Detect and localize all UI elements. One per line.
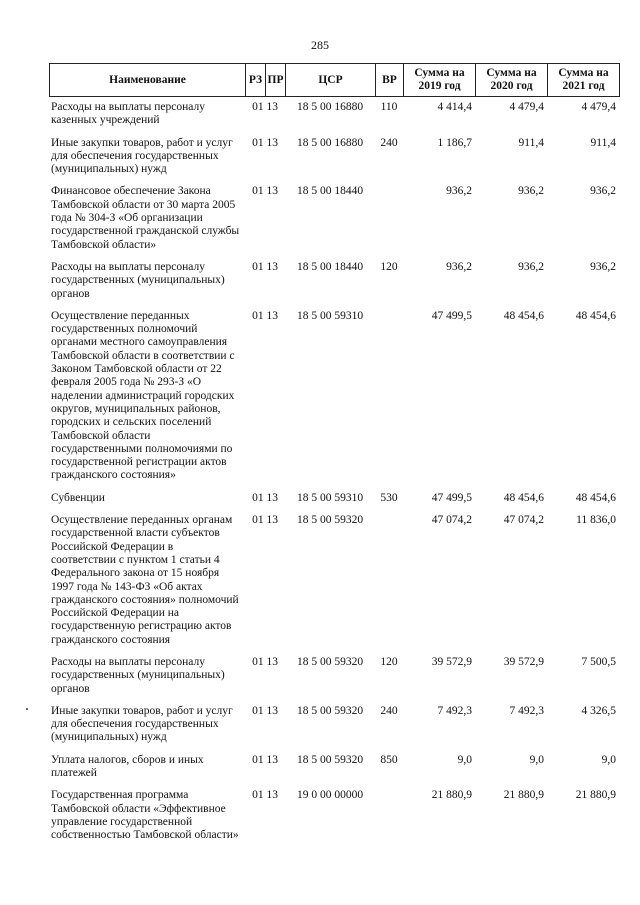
cell-sum-2021: 21 880,9 (575, 789, 616, 802)
page-number: 285 (311, 38, 329, 52)
cell-csr: 18 5 00 59310 (296, 491, 364, 504)
cell-sum-2019: 4 414,4 (437, 101, 472, 113)
table-row (49, 754, 619, 790)
table-row (49, 514, 619, 656)
cell-sum-2019: 47 499,5 (431, 491, 472, 504)
cell-sum-2021: 9,0 (601, 753, 616, 766)
cell-name: Расходы на выплаты персоналу казенных учреждений (51, 101, 205, 127)
cell-csr: 18 5 00 18440 (296, 260, 364, 273)
cell-sum-2020: 47 074,2 (503, 514, 544, 527)
table-row (49, 789, 619, 851)
cell-rz-pr (245, 492, 285, 514)
cell-vr: 850 (380, 753, 398, 766)
cell-pr: 13 (266, 185, 278, 198)
cell-rz: 01 (252, 185, 264, 198)
cell-sum-2019: 21 880,9 (431, 789, 472, 802)
cell-sum-2019: 47 499,5 (431, 309, 472, 322)
cell-sum-2021: 7 500,5 (581, 655, 616, 668)
cell-rz-pr (245, 310, 285, 492)
cell-rz: 01 (252, 260, 264, 273)
cell-sum-2019: 7 492,3 (437, 704, 472, 717)
cell-sum-2020: 936,2 (518, 260, 544, 273)
header-sum-2021: Сумма на 2021 год (548, 64, 620, 97)
cell-sum-2020: 911,4 (518, 136, 544, 149)
cell-csr: 18 5 00 59320 (296, 704, 364, 717)
cell-vr: 240 (380, 136, 398, 149)
cell-vr (375, 514, 403, 656)
cell-sum-2021: 936,2 (590, 260, 616, 273)
cell-rz-pr (245, 185, 285, 260)
cell-sum-2021: 911,4 (590, 136, 616, 149)
cell-csr: 18 5 00 59320 (296, 655, 364, 668)
cell-name: Осуществление переданных государственных полномочий органами местного самоуправления Тамбовской области в соответствии с Законом Тамбовской области от 22 февраля 2005 года № 293-З «О наделении администраций городских округов, муниципальных районов, городских и сельских поселений Тамбовской области государственными полномочиями по государственной регистрации актов гражданского состояния» (51, 309, 235, 482)
cell-sum-2019: 936,2 (446, 185, 472, 198)
cell-csr: 18 5 00 59320 (296, 514, 364, 527)
cell-rz: 01 (252, 309, 264, 322)
header-sum-2020: Сумма на 2020 год (476, 64, 548, 97)
cell-sum-2020: 48 454,6 (503, 309, 544, 322)
cell-sum-2020: 936,2 (518, 185, 544, 198)
cell-rz-pr (245, 101, 285, 137)
cell-name: Субвенции (51, 491, 105, 504)
cell-csr: 18 5 00 16880 (296, 136, 364, 149)
table-header (49, 63, 620, 97)
cell-rz: 01 (252, 704, 264, 717)
cell-vr: 110 (380, 101, 398, 113)
cell-name: Государственная программа Тамбовской области «Эффективное управление государственной собственностью Тамбовской области» (51, 789, 239, 842)
cell-sum-2021: 48 454,6 (575, 491, 616, 504)
cell-rz-pr (245, 261, 285, 310)
cell-sum-2021: 4 326,5 (581, 704, 616, 717)
cell-sum-2020: 21 880,9 (503, 789, 544, 802)
cell-pr: 13 (266, 704, 278, 717)
scan-speck (26, 708, 28, 710)
cell-csr: 18 5 00 16880 (296, 101, 364, 113)
cell-vr: 240 (380, 704, 398, 717)
cell-rz-pr (245, 754, 285, 790)
header-name: Наименование (50, 64, 246, 97)
cell-rz-pr (245, 514, 285, 656)
cell-sum-2020: 9,0 (529, 753, 544, 766)
cell-pr: 13 (266, 655, 278, 668)
cell-csr: 18 5 00 59310 (296, 309, 364, 322)
cell-sum-2020: 4 479,4 (509, 101, 544, 113)
cell-vr (375, 310, 403, 492)
cell-sum-2021: 4 479,4 (581, 101, 616, 113)
cell-rz: 01 (252, 101, 264, 113)
table-row (49, 492, 619, 514)
cell-sum-2021: 48 454,6 (575, 309, 616, 322)
cell-csr: 18 5 00 59320 (296, 753, 364, 766)
cell-name: Иные закупки товаров, работ и услуг для обеспечения государственных (муниципальных) нужд (51, 704, 233, 744)
table-row (49, 101, 619, 137)
cell-pr: 13 (266, 101, 278, 113)
cell-pr: 13 (266, 491, 278, 504)
cell-name: Финансовое обеспечение Закона Тамбовской области от 30 марта 2005 года № 304-З «Об организации государственной гражданской службы Тамбовской области» (51, 185, 240, 251)
cell-pr: 13 (266, 260, 278, 273)
cell-rz-pr (245, 705, 285, 754)
cell-rz-pr (245, 137, 285, 186)
cell-sum-2020: 39 572,9 (503, 655, 544, 668)
cell-vr: 120 (380, 655, 398, 668)
cell-sum-2019: 39 572,9 (431, 655, 472, 668)
cell-vr: 530 (380, 491, 398, 504)
cell-csr: 19 0 00 00000 (296, 789, 364, 802)
cell-sum-2019: 936,2 (446, 260, 472, 273)
cell-pr: 13 (266, 753, 278, 766)
cell-rz: 01 (252, 789, 264, 802)
header-pr: ПР (266, 64, 286, 97)
cell-vr (375, 185, 403, 260)
cell-rz: 01 (252, 136, 264, 149)
cell-vr: 120 (380, 260, 398, 273)
budget-table (49, 101, 619, 852)
cell-rz: 01 (252, 514, 264, 527)
header-sum-2019: Сумма на 2019 год (404, 64, 476, 97)
cell-rz-pr (245, 656, 285, 705)
header-rz: РЗ (246, 64, 266, 97)
cell-sum-2020: 7 492,3 (509, 704, 544, 717)
table-row (49, 261, 619, 310)
cell-pr: 13 (266, 309, 278, 322)
cell-name: Иные закупки товаров, работ и услуг для обеспечения государственных (муниципальных) нужд (51, 136, 233, 176)
cell-pr: 13 (266, 136, 278, 149)
cell-name: Осуществление переданных органам государственной власти субъектов Российской Федерации в соответствии с пунктом 1 статьи 4 Федерального закона от 15 ноября 1997 года № 143-ФЗ «Об актах гражданского состояния» полномочий Российской Федерации на государственную регистрацию актов гражданского состояния (51, 514, 239, 646)
cell-name: Расходы на выплаты персоналу государственных (муниципальных) органов (51, 655, 225, 695)
cell-pr: 13 (266, 514, 278, 527)
cell-sum-2021: 936,2 (590, 185, 616, 198)
table-row (49, 310, 619, 492)
cell-sum-2020: 48 454,6 (503, 491, 544, 504)
cell-rz: 01 (252, 655, 264, 668)
cell-sum-2019: 47 074,2 (431, 514, 472, 527)
cell-pr: 13 (266, 789, 278, 802)
header-csr: ЦСР (286, 64, 376, 97)
cell-csr: 18 5 00 18440 (296, 185, 364, 198)
header-vr: ВР (376, 64, 404, 97)
table-row (49, 185, 619, 260)
cell-rz-pr (245, 789, 285, 851)
cell-name: Расходы на выплаты персоналу государственных (муниципальных) органов (51, 260, 225, 300)
cell-sum-2019: 1 186,7 (437, 136, 472, 149)
cell-rz: 01 (252, 491, 264, 504)
table-row (49, 705, 619, 754)
cell-name: Уплата налогов, сборов и иных платежей (51, 753, 204, 780)
table-row (49, 137, 619, 186)
cell-sum-2019: 9,0 (457, 753, 472, 766)
cell-rz: 01 (252, 753, 264, 766)
cell-sum-2021: 11 836,0 (576, 514, 616, 527)
table-row (49, 656, 619, 705)
cell-vr (375, 789, 403, 851)
